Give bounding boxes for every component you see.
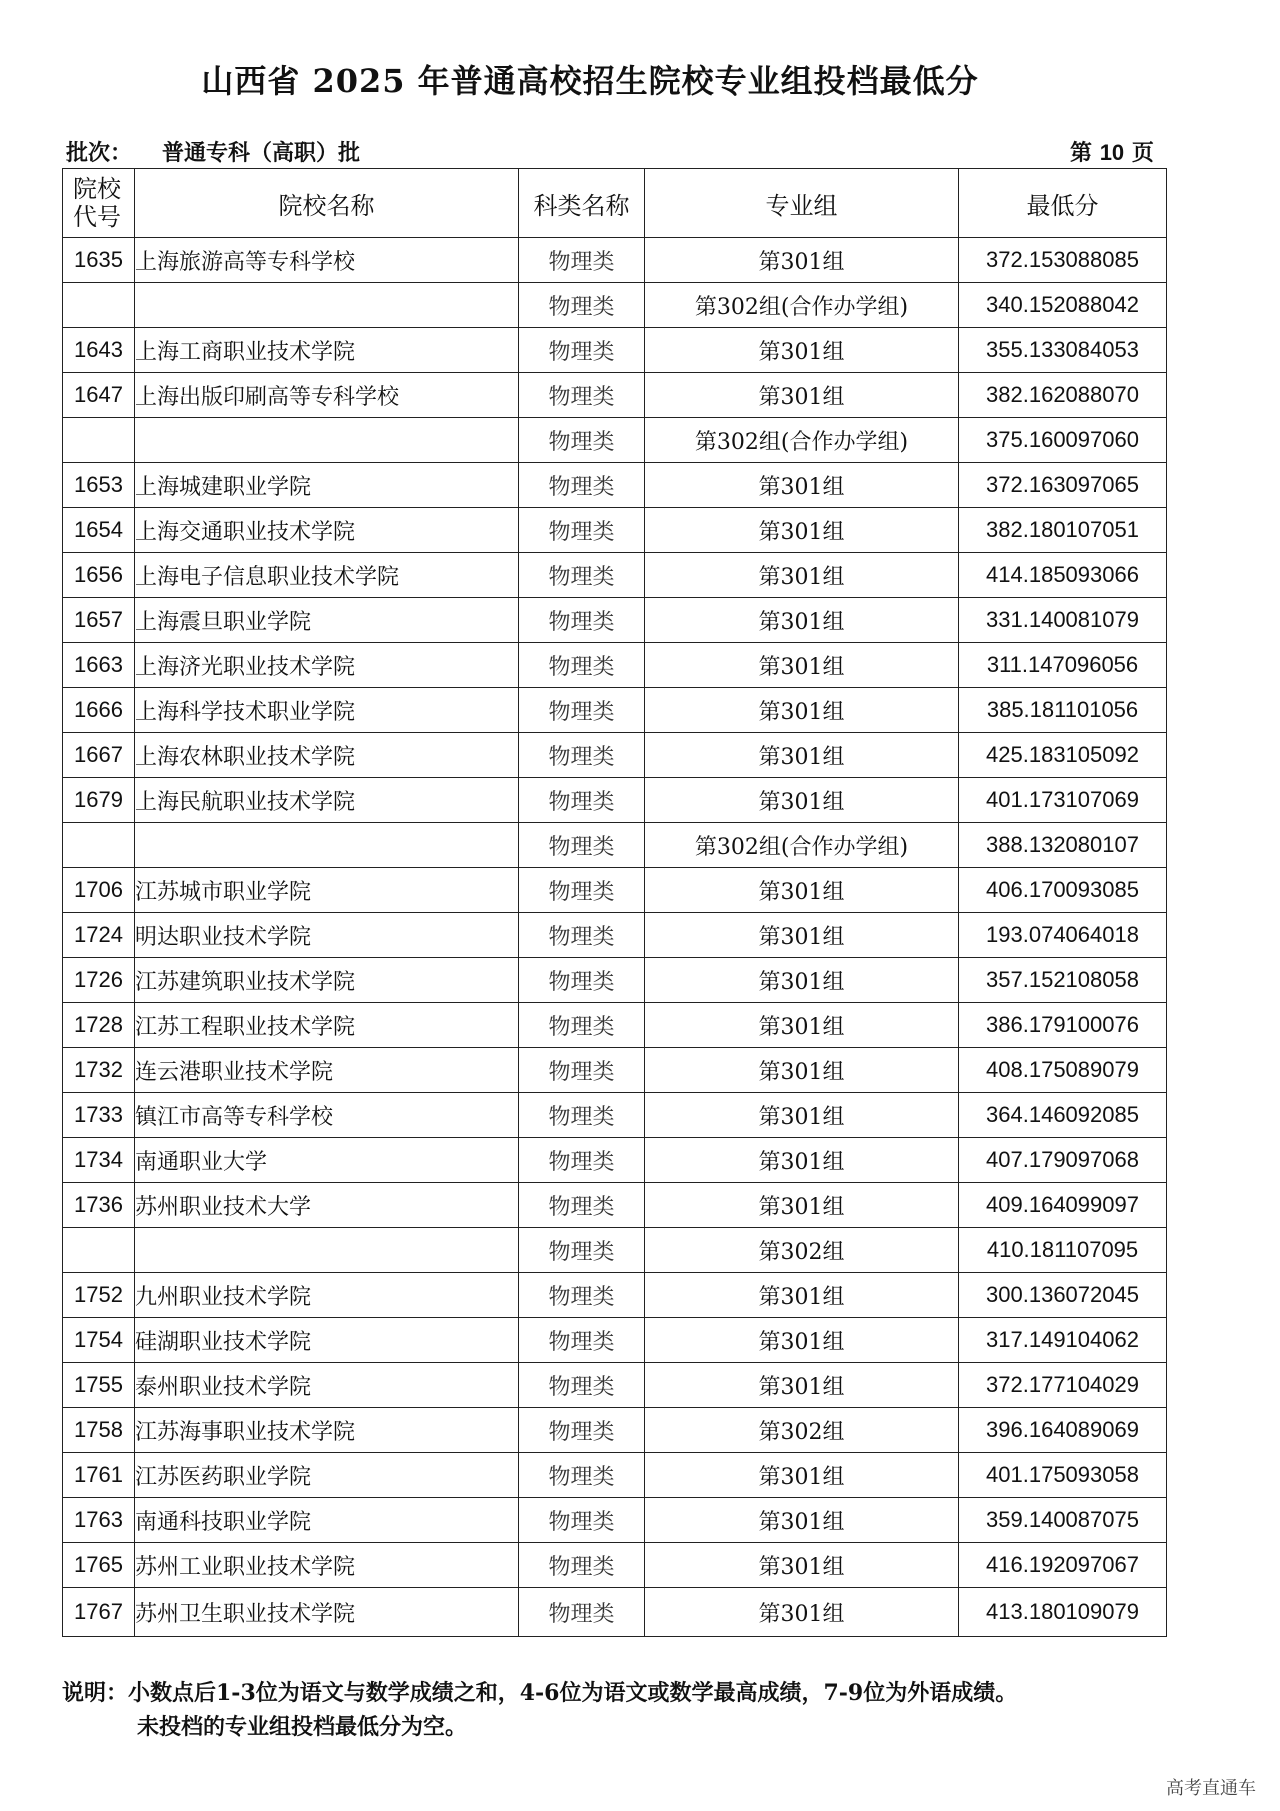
table-row: [63, 1408, 1167, 1453]
table-row: [63, 508, 1167, 553]
cell-school-name: [135, 418, 519, 463]
score-table: [62, 168, 1167, 1637]
cell-category: 物理类: [519, 283, 645, 328]
cell-major-group: 第301组: [645, 913, 959, 958]
cell-major-group: 第301组: [645, 1318, 959, 1363]
cell-school-code: 1765: [63, 1543, 135, 1588]
table-row: [63, 1228, 1167, 1273]
cell-category: 物理类: [519, 1318, 645, 1363]
cell-min-score: 355.133084053: [959, 328, 1167, 373]
cell-major-group: 第301组: [645, 1453, 959, 1498]
cell-major-group: 第302组(合作办学组): [645, 823, 959, 868]
cell-school-code: [63, 418, 135, 463]
cell-school-name: 上海济光职业技术学院: [135, 643, 519, 688]
table-row: [63, 328, 1167, 373]
table-row: [63, 373, 1167, 418]
cell-school-code: 1726: [63, 958, 135, 1003]
cell-category: 物理类: [519, 553, 645, 598]
cell-school-code: 1635: [63, 238, 135, 283]
table-row: [63, 868, 1167, 913]
cell-school-code: 1667: [63, 733, 135, 778]
cell-school-code: 1706: [63, 868, 135, 913]
cell-min-score: 372.177104029: [959, 1363, 1167, 1408]
header-major-group: 专业组: [645, 169, 959, 238]
cell-school-code: 1656: [63, 553, 135, 598]
cell-min-score: 416.192097067: [959, 1543, 1167, 1588]
page-number: 10: [1099, 140, 1125, 165]
cell-category: 物理类: [519, 1183, 645, 1228]
table-row: [63, 823, 1167, 868]
table-row: [63, 1588, 1167, 1637]
cell-school-code: 1679: [63, 778, 135, 823]
cell-min-score: 409.164099097: [959, 1183, 1167, 1228]
cell-min-score: 414.185093066: [959, 553, 1167, 598]
table-row: [63, 688, 1167, 733]
cell-school-name: 上海震旦职业学院: [135, 598, 519, 643]
cell-min-score: 396.164089069: [959, 1408, 1167, 1453]
cell-school-name: [135, 1228, 519, 1273]
cell-school-code: 1732: [63, 1048, 135, 1093]
cell-school-name: 上海民航职业技术学院: [135, 778, 519, 823]
cell-min-score: 300.136072045: [959, 1273, 1167, 1318]
cell-min-score: 410.181107095: [959, 1228, 1167, 1273]
cell-min-score: 408.175089079: [959, 1048, 1167, 1093]
cell-school-name: 南通科技职业学院: [135, 1498, 519, 1543]
cell-major-group: 第301组: [645, 1273, 959, 1318]
cell-school-name: 上海电子信息职业技术学院: [135, 553, 519, 598]
cell-school-name: 江苏工程职业技术学院: [135, 1003, 519, 1048]
cell-school-name: 上海城建职业学院: [135, 463, 519, 508]
cell-major-group: 第301组: [645, 1093, 959, 1138]
cell-school-code: 1755: [63, 1363, 135, 1408]
cell-category: 物理类: [519, 1363, 645, 1408]
cell-major-group: 第301组: [645, 508, 959, 553]
cell-major-group: 第301组: [645, 868, 959, 913]
cell-major-group: 第301组: [645, 1543, 959, 1588]
cell-school-name: 上海出版印刷高等专科学校: [135, 373, 519, 418]
cell-min-score: 375.160097060: [959, 418, 1167, 463]
cell-min-score: 372.153088085: [959, 238, 1167, 283]
cell-min-score: 331.140081079: [959, 598, 1167, 643]
cell-major-group: 第301组: [645, 643, 959, 688]
cell-school-code: 1733: [63, 1093, 135, 1138]
cell-major-group: 第301组: [645, 238, 959, 283]
cell-category: 物理类: [519, 418, 645, 463]
cell-major-group: 第302组: [645, 1228, 959, 1273]
cell-major-group: 第301组: [645, 463, 959, 508]
table-row: [63, 598, 1167, 643]
cell-category: 物理类: [519, 868, 645, 913]
cell-category: 物理类: [519, 328, 645, 373]
cell-school-code: [63, 823, 135, 868]
cell-min-score: 193.074064018: [959, 913, 1167, 958]
cell-category: 物理类: [519, 1048, 645, 1093]
cell-category: 物理类: [519, 508, 645, 553]
cell-major-group: 第301组: [645, 1498, 959, 1543]
cell-major-group: 第301组: [645, 1588, 959, 1637]
cell-school-code: 1767: [63, 1588, 135, 1637]
cell-min-score: 425.183105092: [959, 733, 1167, 778]
cell-school-name: 上海工商职业技术学院: [135, 328, 519, 373]
header-school-code: 院校 代号: [63, 169, 135, 238]
table-row: [63, 283, 1167, 328]
cell-school-name: 江苏海事职业技术学院: [135, 1408, 519, 1453]
cell-major-group: 第301组: [645, 373, 959, 418]
header-min-score: 最低分: [959, 169, 1167, 238]
cell-school-name: 苏州工业职业技术学院: [135, 1543, 519, 1588]
cell-school-name: 上海科学技术职业学院: [135, 688, 519, 733]
cell-school-code: 1724: [63, 913, 135, 958]
cell-min-score: 413.180109079: [959, 1588, 1167, 1637]
table-row: [63, 913, 1167, 958]
cell-school-name: [135, 823, 519, 868]
table-body: [63, 238, 1167, 1637]
cell-major-group: 第301组: [645, 1138, 959, 1183]
cell-school-name: 上海交通职业技术学院: [135, 508, 519, 553]
cell-min-score: 386.179100076: [959, 1003, 1167, 1048]
table-row: [63, 238, 1167, 283]
cell-major-group: 第301组: [645, 328, 959, 373]
cell-major-group: 第302组: [645, 1408, 959, 1453]
table-row: [63, 1318, 1167, 1363]
cell-major-group: 第301组: [645, 688, 959, 733]
cell-category: 物理类: [519, 238, 645, 283]
cell-category: 物理类: [519, 1003, 645, 1048]
cell-min-score: 357.152108058: [959, 958, 1167, 1003]
table-row: [63, 1138, 1167, 1183]
cell-min-score: 382.162088070: [959, 373, 1167, 418]
table-row: [63, 958, 1167, 1003]
cell-min-score: 382.180107051: [959, 508, 1167, 553]
cell-category: 物理类: [519, 1498, 645, 1543]
cell-min-score: 372.163097065: [959, 463, 1167, 508]
page-title: 山西省 2025 年普通高校招生院校专业组投档最低分: [201, 62, 979, 100]
cell-school-name: 江苏城市职业学院: [135, 868, 519, 913]
batch-value: 普通专科（高职）批: [162, 140, 361, 166]
table-row: [63, 1273, 1167, 1318]
cell-school-name: 泰州职业技术学院: [135, 1363, 519, 1408]
table-row: [63, 1498, 1167, 1543]
cell-school-name: 江苏建筑职业技术学院: [135, 958, 519, 1003]
page-indicator: [1070, 136, 1154, 167]
cell-school-name: 明达职业技术学院: [135, 913, 519, 958]
table-row: [63, 1543, 1167, 1588]
table-row: [63, 1003, 1167, 1048]
footnote: [62, 1676, 1017, 1744]
page-suffix: 页: [1131, 140, 1154, 166]
header-school-name: 院校名称: [135, 169, 519, 238]
cell-major-group: 第301组: [645, 1363, 959, 1408]
cell-min-score: 401.173107069: [959, 778, 1167, 823]
cell-school-code: [63, 283, 135, 328]
header-category: 科类名称: [519, 169, 645, 238]
table-row: [63, 463, 1167, 508]
cell-min-score: 317.149104062: [959, 1318, 1167, 1363]
cell-school-code: 1734: [63, 1138, 135, 1183]
cell-category: 物理类: [519, 913, 645, 958]
footnote-line2: 未投档的专业组投档最低分为空。: [137, 1714, 468, 1740]
table-row: [63, 1453, 1167, 1498]
table-row: [63, 553, 1167, 598]
cell-school-name: 上海农林职业技术学院: [135, 733, 519, 778]
table-row: [63, 1093, 1167, 1138]
cell-min-score: 406.170093085: [959, 868, 1167, 913]
cell-min-score: 401.175093058: [959, 1453, 1167, 1498]
cell-category: 物理类: [519, 1588, 645, 1637]
batch-label: 批次：: [66, 140, 133, 166]
cell-category: 物理类: [519, 1543, 645, 1588]
cell-school-name: 南通职业大学: [135, 1138, 519, 1183]
footnote-line1: 说明：小数点后1-3位为语文与数学成绩之和，4-6位为语文或数学最高成绩，7-9位为外语成绩。: [62, 1680, 1018, 1706]
cell-category: 物理类: [519, 373, 645, 418]
table-row: [63, 418, 1167, 463]
table-row: [63, 643, 1167, 688]
page-prefix: 第: [1070, 140, 1093, 166]
cell-major-group: 第301组: [645, 1003, 959, 1048]
cell-school-code: 1728: [63, 1003, 135, 1048]
cell-category: 物理类: [519, 958, 645, 1003]
table-row: [63, 1363, 1167, 1408]
cell-school-name: 连云港职业技术学院: [135, 1048, 519, 1093]
cell-school-code: 1666: [63, 688, 135, 733]
cell-min-score: 407.179097068: [959, 1138, 1167, 1183]
cell-school-name: 江苏医药职业学院: [135, 1453, 519, 1498]
table-row: [63, 1048, 1167, 1093]
cell-category: 物理类: [519, 1408, 645, 1453]
cell-school-code: 1763: [63, 1498, 135, 1543]
cell-school-code: 1752: [63, 1273, 135, 1318]
cell-school-code: 1754: [63, 1318, 135, 1363]
cell-school-name: 镇江市高等专科学校: [135, 1093, 519, 1138]
cell-category: 物理类: [519, 733, 645, 778]
cell-school-code: 1657: [63, 598, 135, 643]
cell-major-group: 第301组: [645, 733, 959, 778]
cell-school-code: 1647: [63, 373, 135, 418]
cell-min-score: 311.147096056: [959, 643, 1167, 688]
cell-major-group: 第302组(合作办学组): [645, 283, 959, 328]
cell-school-name: 硅湖职业技术学院: [135, 1318, 519, 1363]
cell-major-group: 第302组(合作办学组): [645, 418, 959, 463]
table-row: [63, 778, 1167, 823]
cell-min-score: 359.140087075: [959, 1498, 1167, 1543]
cell-school-name: [135, 283, 519, 328]
table-header-row: [63, 169, 1167, 238]
cell-major-group: 第301组: [645, 598, 959, 643]
cell-major-group: 第301组: [645, 553, 959, 598]
cell-school-code: 1653: [63, 463, 135, 508]
cell-category: 物理类: [519, 688, 645, 733]
batch-info: [66, 136, 360, 167]
cell-major-group: 第301组: [645, 1183, 959, 1228]
cell-school-name: 上海旅游高等专科学校: [135, 238, 519, 283]
cell-category: 物理类: [519, 463, 645, 508]
cell-school-code: [63, 1228, 135, 1273]
cell-school-name: 苏州职业技术大学: [135, 1183, 519, 1228]
cell-category: 物理类: [519, 643, 645, 688]
cell-min-score: 388.132080107: [959, 823, 1167, 868]
cell-school-name: 九州职业技术学院: [135, 1273, 519, 1318]
cell-category: 物理类: [519, 1273, 645, 1318]
cell-category: 物理类: [519, 1228, 645, 1273]
cell-min-score: 340.152088042: [959, 283, 1167, 328]
cell-school-code: 1654: [63, 508, 135, 553]
cell-category: 物理类: [519, 1093, 645, 1138]
cell-major-group: 第301组: [645, 958, 959, 1003]
cell-min-score: 364.146092085: [959, 1093, 1167, 1138]
table-row: [63, 1183, 1167, 1228]
cell-category: 物理类: [519, 1453, 645, 1498]
table-row: [63, 733, 1167, 778]
cell-category: 物理类: [519, 1138, 645, 1183]
cell-category: 物理类: [519, 823, 645, 868]
cell-school-name: 苏州卫生职业技术学院: [135, 1588, 519, 1637]
cell-school-code: 1663: [63, 643, 135, 688]
cell-major-group: 第301组: [645, 1048, 959, 1093]
watermark: 高考直通车: [1166, 1778, 1256, 1799]
cell-school-code: 1761: [63, 1453, 135, 1498]
cell-category: 物理类: [519, 598, 645, 643]
cell-major-group: 第301组: [645, 778, 959, 823]
cell-school-code: 1736: [63, 1183, 135, 1228]
cell-school-code: 1643: [63, 328, 135, 373]
cell-category: 物理类: [519, 778, 645, 823]
cell-school-code: 1758: [63, 1408, 135, 1453]
cell-min-score: 385.181101056: [959, 688, 1167, 733]
